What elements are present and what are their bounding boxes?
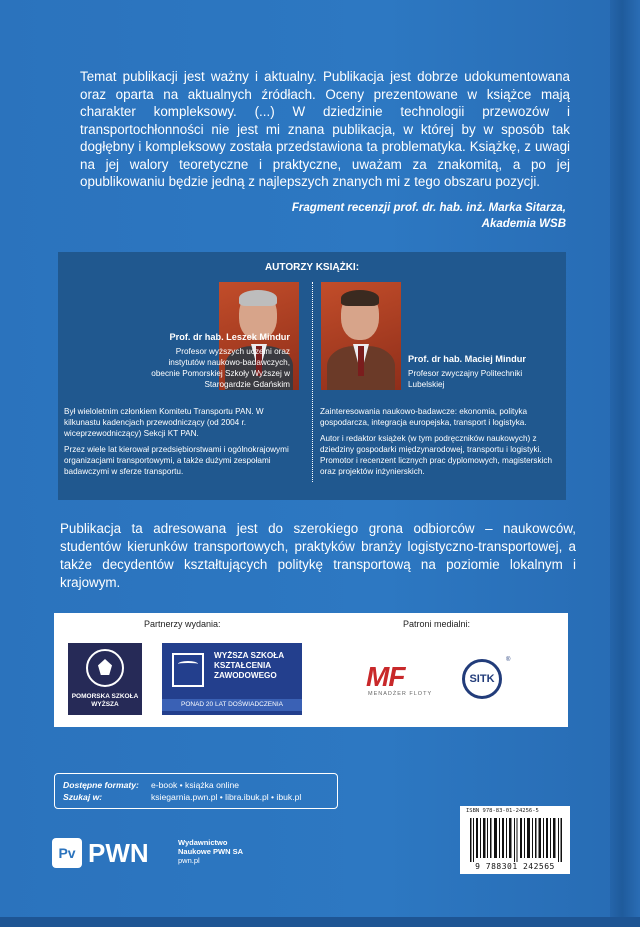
cover-bottom-edge (0, 917, 640, 927)
review-text: Temat publikacji jest ważny i aktualny. Publikacja jest dobrze udokumentowana oraz oparta na aktualnych źródłach. Oceny prezentowane w książce mają charakter kompleksowy. (...) W dziedzinie technologii przewozów i transportochłonności nie jest mi znana publikacja, w której by w sposób tak dogłębny i kompleksowy została przedstawiona ta problematyka. Książkę, z uwagi na jej walory teoretyczne i praktyczne, uważam za znakomitą, a po jej opublikowaniu będzie jedną z najlepszych znanych mi z tego obszaru pozycji. (80, 69, 570, 189)
barcode (460, 806, 570, 874)
authors-panel (58, 252, 566, 500)
search-value: ksiegarnia.pwn.pl • libra.ibuk.pl • ibuk.pl (151, 792, 302, 802)
publisher-url: pwn.pl (178, 856, 200, 865)
review-source-line2: Akademia WSB (481, 218, 566, 230)
author1-bio-paragraph: Był wieloletnim członkiem Komitetu Transportu PAN. W kilkunastu kadencjach przewodniczący (od 2004 r. wiceprzewodniczący) Sekcji KT PAN. (64, 407, 264, 438)
author1-bio (64, 406, 302, 482)
authors-divider (312, 282, 314, 482)
author2-description: Profesor zwyczajny Politechniki Lubelskiej (408, 369, 523, 389)
wskz-line: WYŻSZA SZKOŁA (214, 651, 285, 660)
search-label: Szukaj w: (63, 792, 103, 802)
author2-bio (320, 406, 558, 482)
book-icon (172, 653, 204, 687)
media-patrons-label: Patroni medialni: (403, 619, 471, 629)
cover-edge (610, 0, 640, 927)
pomorska-logo (68, 643, 142, 715)
formats-row (63, 779, 239, 791)
formats-box (54, 773, 338, 809)
wskz-logo (162, 643, 302, 715)
publisher-line: Naukowe PWN SA (178, 847, 244, 856)
wskz-line: ZAWODOWEGO (214, 671, 277, 680)
barcode-icon (470, 818, 562, 862)
wskz-line: KSZTAŁCENIA (214, 661, 272, 670)
review-excerpt (80, 68, 570, 191)
author2-bio-paragraph: Zainteresowania naukowo-badawcze: ekonomia, polityka gospodarcza, integracja europejska, transport i logistyka. (320, 407, 528, 427)
author2-photo (321, 282, 401, 390)
formats-value: e-book • książka online (151, 780, 240, 790)
pwn-logo-icon: Pv (52, 838, 82, 868)
author1-description: Profesor wyższych uczelni oraz instytutów naukowo-badawczych, obecnie Pomorskiej Szkoły Wyższej w Starogardzie Gdańskim (151, 347, 290, 389)
publisher-line: Wydawnictwo (178, 838, 228, 847)
partners-label: Partnerzy wydania: (144, 619, 221, 629)
mf-logo: MF (366, 661, 405, 692)
pwn-logo: PWN (88, 838, 149, 868)
sitk-logo: SITK (462, 659, 502, 699)
partners-panel (54, 613, 568, 727)
search-row (63, 791, 301, 803)
barcode-digits: 9 788301 242565 (475, 862, 555, 871)
author1-name: Prof. dr hab. Leszek Mindur (169, 332, 290, 342)
author1-bio-paragraph: Przez wiele lat kierował przedsiębiorstwami i ogólnokrajowymi organizacjami transportowymi, a także dużymi zespołami badawczymi w sferze transportu. (64, 445, 289, 476)
mf-logo-subtitle: MENADŻER FLOTY (368, 691, 433, 697)
audience-text: Publikacja ta adresowana jest do szerokiego grona odbiorców – naukowców, studentów kierunków transportowych, praktyków branży logistyczno-transportowej, a także decydentów kształtujących politykę transportową na poziomie lokalnym i krajowym. (60, 521, 576, 590)
review-source (292, 200, 566, 232)
author2-bio-paragraph: Autor i redaktor książek (w tym podręczników naukowych) z dziedziny gospodarki międzynarodowej, transportu i logistyki. Promotor i recenzent licznych prac dyplomowych, magisterskich oraz projektów inżynierskich. (320, 434, 553, 476)
wskz-logo-text (214, 651, 284, 681)
isbn-text: ISBN 978-83-01-24256-5 (466, 808, 539, 814)
formats-label: Dostępne formaty: (63, 780, 139, 790)
pomorska-logo-text: POMORSKA SZKOŁA WYŻSZA (71, 693, 139, 708)
wskz-tagline: PONAD 20 LAT DOŚWIADCZENIA (162, 699, 302, 711)
review-source-line1: Fragment recenzji prof. dr. hab. inż. Marka Sitarza, (291, 202, 566, 214)
crest-icon (86, 649, 124, 687)
author2-name: Prof. dr hab. Maciej Mindur (408, 354, 526, 364)
publisher-info (178, 838, 243, 865)
registered-mark: ® (506, 657, 511, 663)
authors-title: AUTORZY KSIĄŻKI: (264, 262, 360, 273)
